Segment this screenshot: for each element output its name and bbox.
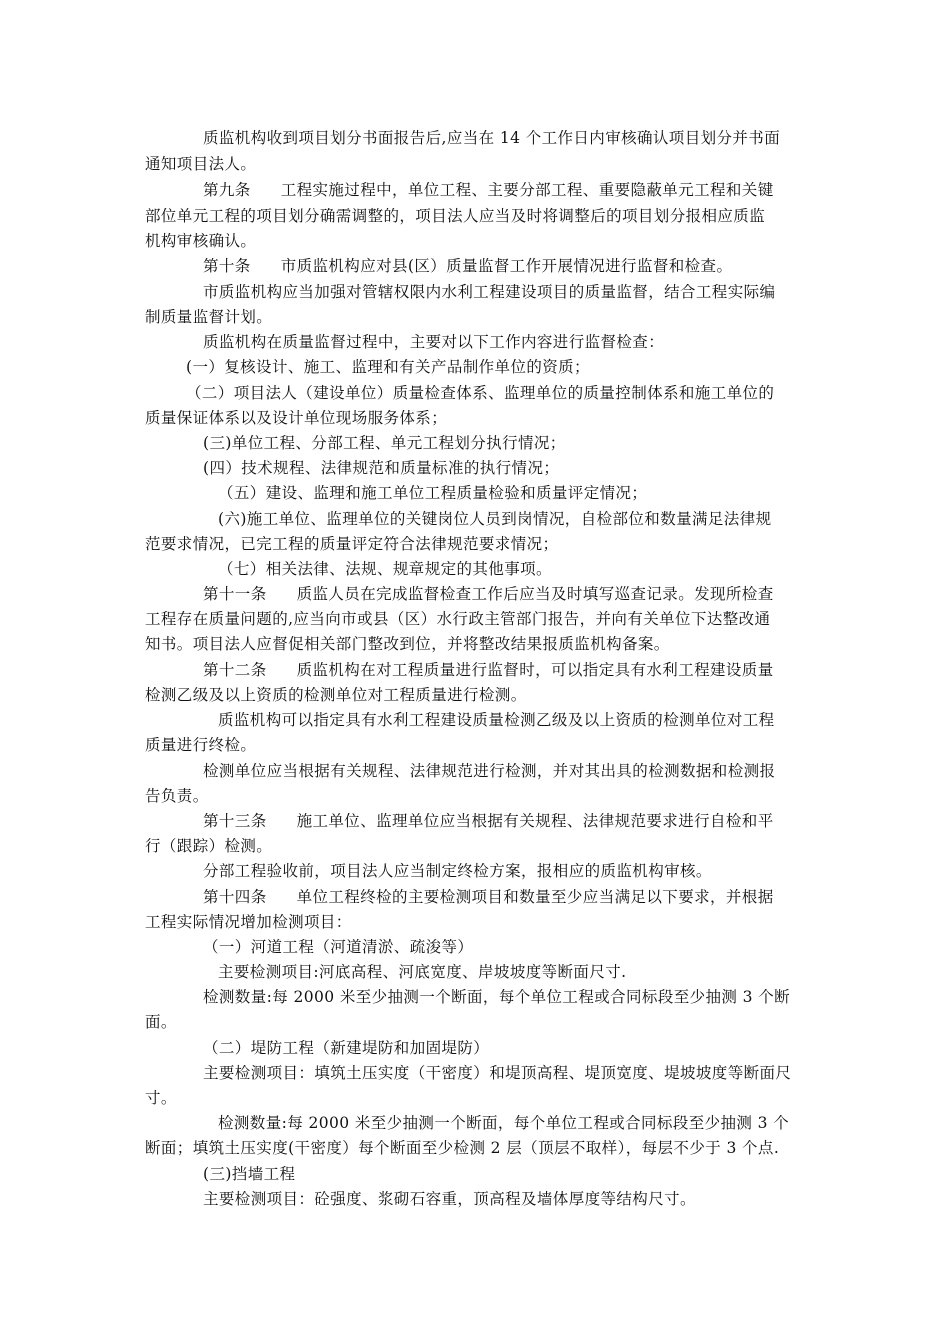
text-line: 质量进行终检。: [145, 736, 257, 754]
text-line: 检测单位应当根据有关规程、法律规范进行检测，并对其出具的检测数据和检测报: [203, 762, 776, 780]
article-text: 施工单位、监理单位应当根据有关规程、法律规范要求进行自检和平: [296, 812, 774, 830]
list-item: （二）堤防工程（新建堤防和加固堤防）: [203, 1039, 490, 1057]
text-line: 主要检测项目:河底高程、河底宽度、岸坡坡度等断面尺寸.: [218, 963, 627, 981]
list-item: (一）复核设计、施工、监理和有关产品制作单位的资质；: [186, 358, 590, 376]
article-number: 第十一条: [203, 585, 267, 603]
list-item: (三)挡墙工程: [203, 1165, 296, 1183]
article-text: 工程实施过程中，单位工程、主要分部工程、重要隐蔽单元工程和关键: [280, 181, 774, 199]
text-line: 分部工程验收前，项目法人应当制定终检方案，报相应的质监机构审核。: [203, 862, 712, 880]
text-line: 范要求情况，已完工程的质量评定符合法律规范要求情况；: [145, 535, 559, 553]
article-line-12: [203, 658, 774, 682]
article-number: 第十三条: [203, 812, 267, 830]
article-number: 第九条: [203, 181, 251, 199]
article-number: 第十条: [203, 257, 251, 275]
text-line: 知书。项目法人应督促相关部门整改到位，并将整改结果报质监机构备案。: [145, 635, 670, 653]
list-item: (三)单位工程、分部工程、单元工程划分执行情况；: [203, 434, 566, 452]
text-line: 质量保证体系以及设计单位现场服务体系；: [145, 409, 448, 427]
article-text: 质监机构在对工程质量进行监督时，可以指定具有水利工程建设质量: [296, 661, 774, 679]
list-item: （五）建设、监理和施工单位工程质量检验和质量评定情况；: [218, 484, 648, 502]
list-item: （二）项目法人（建设单位）质量检查体系、监理单位的质量控制体系和施工单位的: [186, 384, 775, 402]
text-line: 行（跟踪）检测。: [145, 837, 273, 855]
article-line-10: [203, 254, 732, 278]
text-line: 主要检测项目：砼强度、浆砌石容重，顶高程及墙体厚度等结构尺寸。: [203, 1190, 696, 1208]
text-line: 检测数量:每 2000 米至少抽测一个断面，每个单位工程或合同标段至少抽测 3 个: [218, 1114, 790, 1132]
text-line: 质监机构可以指定具有水利工程建设质量检测乙级及以上资质的检测单位对工程: [218, 711, 775, 729]
text-line: 主要检测项目：填筑土压实度（干密度）和堤顶高程、堤顶宽度、堤坡坡度等断面尺: [203, 1064, 792, 1082]
text-line: 检测乙级及以上资质的检测单位对工程质量进行检测。: [145, 686, 527, 704]
article-number: 第十四条: [203, 888, 267, 906]
text-line: 断面；填筑土压实度(干密度）每个断面至少检测 2 层（顶层不取样），每层不少于 3 个点.: [145, 1139, 780, 1157]
text-line: 市质监机构应当加强对管辖权限内水利工程建设项目的质量监督，结合工程实际编: [203, 283, 776, 301]
text-line: 检测数量:每 2000 米至少抽测一个断面，每个单位工程或合同标段至少抽测 3 个断: [203, 988, 791, 1006]
article-number: 第十二条: [203, 661, 267, 679]
article-line-11: [203, 582, 774, 606]
article-text: 单位工程终检的主要检测项目和数量至少应当满足以下要求，并根据: [296, 888, 774, 906]
text-line: 制质量监督计划。: [145, 308, 273, 326]
text-line: 告负责。: [145, 787, 209, 805]
article-line-14: [203, 885, 774, 909]
text-line: 寸。: [145, 1089, 177, 1107]
text-line: 工程存在质量问题的,应当向市或县（区）水行政主管部门报告，并向有关单位下达整改通: [145, 610, 771, 628]
list-item: (六)施工单位、监理单位的关键岗位人员到岗情况，自检部位和数量满足法律规: [218, 510, 772, 528]
article-line-13: [203, 809, 774, 833]
text-line: 工程实际情况增加检测项目：: [145, 913, 352, 931]
list-item: （七）相关法律、法规、规章规定的其他事项。: [218, 560, 552, 578]
text-line: 部位单元工程的项目划分确需调整的，项目法人应当及时将调整后的项目划分报相应质监: [145, 207, 766, 225]
text-line: 质监机构在质量监督过程中，主要对以下工作内容进行监督检查：: [203, 333, 665, 351]
article-line-9: [203, 178, 774, 202]
list-item: (四）技术规程、法律规范和质量标准的执行情况；: [203, 459, 560, 477]
list-item: （一）河道工程（河道清淤、疏浚等）: [203, 938, 474, 956]
article-text: 市质监机构应对县(区）质量监督工作开展情况进行监督和检查。: [280, 257, 733, 275]
text-line: 通知项目法人。: [145, 155, 257, 173]
text-line: 面。: [145, 1013, 177, 1031]
text-line: 机构审核确认。: [145, 232, 257, 250]
article-text: 质监人员在完成监督检查工作后应当及时填写巡查记录。发现所检查: [296, 585, 774, 603]
text-line: 质监机构收到项目划分书面报告后,应当在 14 个工作日内审核确认项目划分并书面: [203, 129, 781, 147]
